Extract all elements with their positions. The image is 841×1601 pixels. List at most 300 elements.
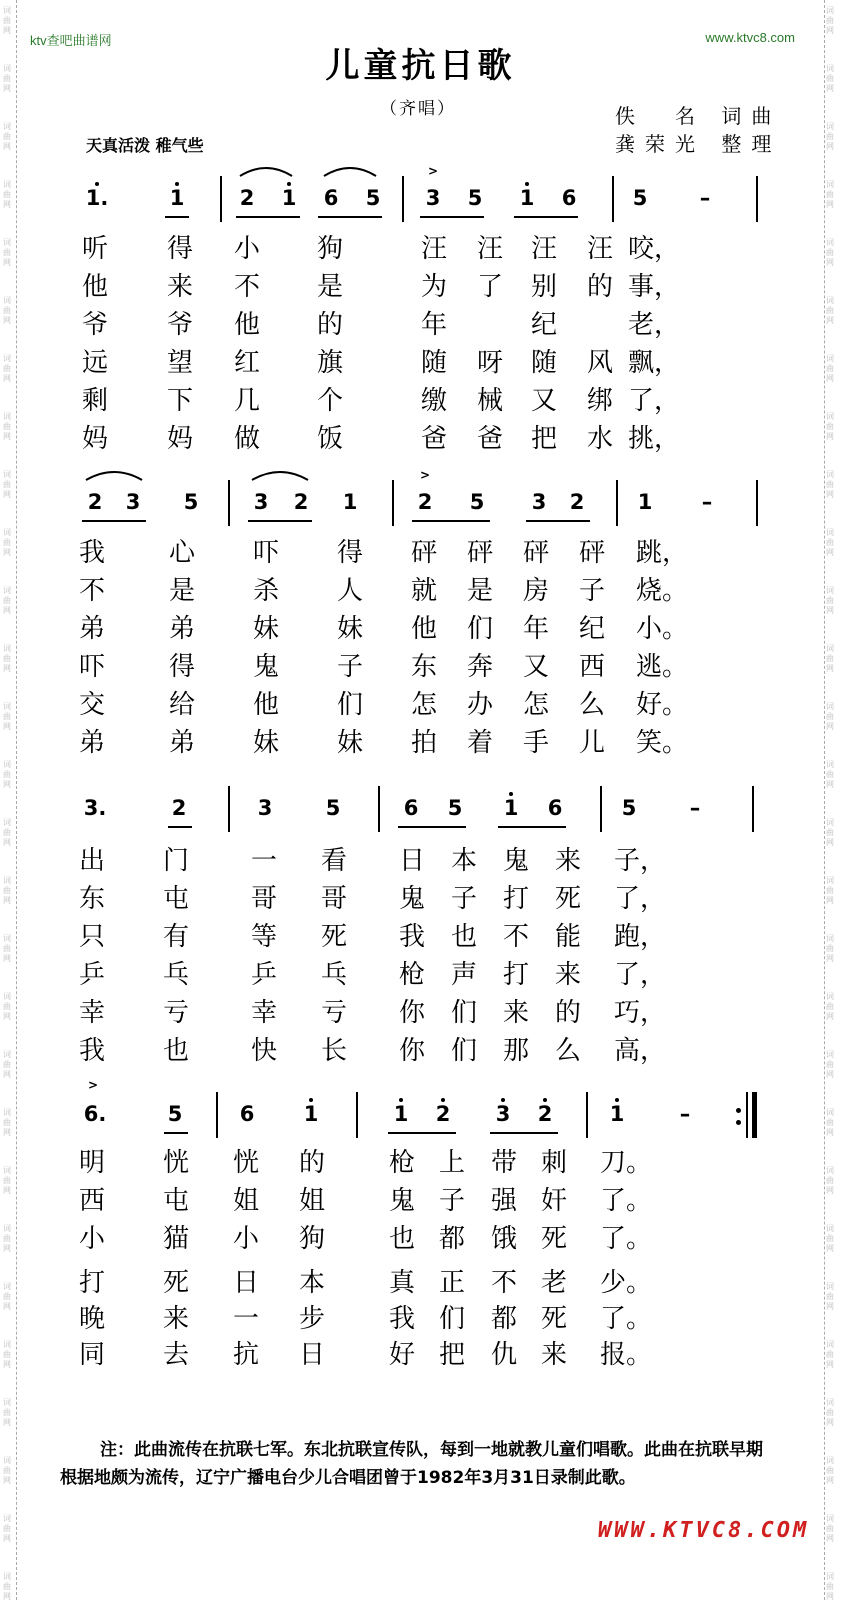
watermark-glyph: 网 — [3, 1128, 11, 1137]
watermark-glyph: 网 — [3, 954, 11, 963]
note: 2 — [239, 186, 255, 210]
watermark-glyph: 曲 — [3, 1466, 11, 1475]
watermark-glyph: 曲 — [826, 132, 834, 141]
watermark-glyph: 词 — [826, 1282, 834, 1291]
repeat-dot — [736, 1120, 741, 1125]
watermark-glyph: 曲 — [826, 1176, 834, 1185]
watermark-glyph: 词 — [826, 702, 834, 711]
watermark-glyph: 词 — [826, 122, 834, 131]
high-dot — [399, 1098, 403, 1102]
watermark-glyph: 网 — [3, 316, 11, 325]
note: 2 — [435, 1102, 451, 1126]
watermark-glyph: 曲 — [826, 654, 834, 663]
watermark-glyph: 曲 — [3, 16, 11, 25]
watermark-glyph: 网 — [826, 490, 834, 499]
watermark-glyph: 曲 — [3, 1060, 11, 1069]
watermark-glyph: 曲 — [3, 1118, 11, 1127]
watermark-glyph: 词 — [826, 1340, 834, 1349]
watermark-glyph: 词 — [3, 470, 11, 479]
note: 3 — [495, 1102, 511, 1126]
site-url-right[interactable]: www.ktvc8.com — [705, 30, 795, 45]
watermark-glyph: 词 — [3, 1398, 11, 1407]
lyric-line: 同 去 抗 日 好 把 仇 来 报。 — [78, 1340, 653, 1370]
watermark-glyph: 网 — [3, 722, 11, 731]
underline — [498, 826, 566, 828]
note: 6 — [403, 796, 419, 820]
watermark-glyph: 曲 — [826, 190, 834, 199]
watermark-glyph: 词 — [826, 818, 834, 827]
watermark-glyph: 网 — [826, 316, 834, 325]
watermark-glyph: 网 — [3, 780, 11, 789]
arranger-credit: 龚荣光 整理 — [615, 132, 782, 156]
watermark-glyph: 曲 — [3, 1234, 11, 1243]
watermark-glyph: 词 — [826, 876, 834, 885]
watermark-glyph: 曲 — [826, 480, 834, 489]
underline — [165, 216, 189, 218]
note: 2 — [293, 490, 309, 514]
watermark-glyph: 词 — [826, 760, 834, 769]
note: 1 — [609, 1102, 625, 1126]
note: 1 — [169, 186, 185, 210]
watermark-glyph: 曲 — [3, 1176, 11, 1185]
watermark-glyph: 词 — [3, 1224, 11, 1233]
barline — [756, 176, 758, 222]
watermark-glyph: 词 — [3, 818, 11, 827]
note: 2 — [569, 490, 585, 514]
watermark-glyph: 词 — [826, 1456, 834, 1465]
high-dot — [615, 1098, 619, 1102]
lyric-line: 不 是 杀 人 就 是 房 子 烧。 — [78, 576, 689, 606]
watermark-glyph: 网 — [826, 548, 834, 557]
tie-slur — [84, 468, 144, 482]
watermark-glyph: 词 — [826, 1572, 834, 1581]
lyric-line: 只 有 等 死 我 也 不 能 跑， — [78, 922, 667, 952]
watermark-glyph: 词 — [826, 470, 834, 479]
watermark-glyph: 网 — [826, 84, 834, 93]
barline — [392, 480, 394, 526]
watermark-glyph: 词 — [3, 702, 11, 711]
note: 5 — [325, 796, 341, 820]
watermark-glyph: 曲 — [3, 1524, 11, 1533]
watermark-glyph: 曲 — [3, 190, 11, 199]
barline — [216, 1092, 218, 1138]
watermark-glyph: 曲 — [3, 770, 11, 779]
watermark-glyph: 网 — [826, 374, 834, 383]
lyric-line: 交 给 他 们 怎 办 怎 么 好。 — [78, 690, 689, 720]
high-dot — [509, 792, 513, 796]
note: – — [701, 490, 713, 514]
watermark-glyph: 词 — [3, 992, 11, 1001]
note: 1. — [85, 186, 109, 210]
underline — [168, 826, 192, 828]
watermark-glyph: 网 — [826, 664, 834, 673]
barline — [356, 1092, 358, 1138]
watermark-glyph: 网 — [826, 606, 834, 615]
note: 2 — [417, 490, 433, 514]
lyricist-credit: 佚 名 词曲 — [615, 104, 782, 128]
watermark-glyph: 网 — [826, 838, 834, 847]
watermark-glyph: 网 — [3, 1244, 11, 1253]
underline — [388, 1132, 456, 1134]
watermark-glyph: 词 — [3, 296, 11, 305]
watermark-glyph: 曲 — [3, 1002, 11, 1011]
watermark-glyph: 词 — [3, 1166, 11, 1175]
watermark-glyph: 网 — [3, 1476, 11, 1485]
note: 1 — [393, 1102, 409, 1126]
lyric-line: 幸 亏 幸 亏 你 们 来 的 巧， — [78, 998, 667, 1028]
song-subtitle: （齐唱） — [380, 99, 456, 119]
watermark-glyph: 曲 — [826, 770, 834, 779]
watermark-glyph: 曲 — [826, 1234, 834, 1243]
watermark-glyph: 曲 — [826, 1466, 834, 1475]
lyric-line: 吓 得 鬼 子 东 奔 又 西 逃。 — [78, 652, 689, 682]
watermark-glyph: 网 — [3, 374, 11, 383]
repeat-barline-thick — [752, 1092, 757, 1138]
watermark-glyph: 网 — [826, 1476, 834, 1485]
watermark-glyph: 曲 — [3, 654, 11, 663]
underline — [82, 520, 146, 522]
lyric-line: 我 心 吓 得 砰 砰 砰 砰 跳， — [78, 538, 689, 568]
lyric-line: 听 得 小 狗 汪 汪 汪 汪 咬， — [81, 234, 681, 264]
watermark-glyph: 网 — [3, 200, 11, 209]
notation-row-4 — [0, 1078, 841, 1142]
watermark-glyph: 词 — [826, 238, 834, 247]
watermark-glyph: 网 — [3, 490, 11, 499]
notation-row-3 — [0, 786, 841, 836]
watermark-glyph: 曲 — [3, 248, 11, 257]
watermark-glyph: 网 — [826, 1186, 834, 1195]
accent-mark: > — [428, 164, 439, 178]
note: 2 — [171, 796, 187, 820]
high-dot — [543, 1098, 547, 1102]
watermark-glyph: 曲 — [826, 248, 834, 257]
barline — [616, 480, 618, 526]
watermark-glyph: 词 — [826, 1166, 834, 1175]
watermark-glyph: 网 — [826, 200, 834, 209]
watermark-glyph: 网 — [3, 26, 11, 35]
watermark-glyph: 词 — [826, 644, 834, 653]
high-dot — [175, 182, 179, 186]
watermark-glyph: 网 — [3, 664, 11, 673]
watermark-glyph: 词 — [826, 296, 834, 305]
note: 6. — [83, 1102, 107, 1126]
watermark-glyph: 曲 — [3, 1408, 11, 1417]
watermark-glyph: 网 — [826, 1534, 834, 1543]
watermark-glyph: 网 — [3, 142, 11, 151]
note: 6 — [239, 1102, 255, 1126]
underline — [318, 216, 382, 218]
notation-row-1 — [0, 164, 841, 226]
high-dot — [441, 1098, 445, 1102]
lyric-line: 晚 来 一 步 我 们 都 死 了。 — [78, 1304, 653, 1334]
barline — [600, 786, 602, 832]
annotation-note: 注：此曲流传在抗联七军。东北抗联宣传队，每到一地就教儿童们唱歌。此曲在抗联早期根据地颇为流传，辽宁广播电台少儿合唱团曾于1982年3月31日录制此歌。 — [60, 1440, 763, 1488]
watermark-glyph: 曲 — [826, 1060, 834, 1069]
watermark-glyph: 网 — [826, 1244, 834, 1253]
lyric-line: 妈 妈 做 饭 爸 爸 把 水 挑， — [81, 424, 681, 454]
note: 3. — [83, 796, 107, 820]
watermark-glyph: 词 — [3, 6, 11, 15]
note: 1 — [342, 490, 358, 514]
watermark-glyph: 曲 — [3, 74, 11, 83]
watermark-glyph: 网 — [826, 1012, 834, 1021]
underline — [236, 216, 300, 218]
barline — [402, 176, 404, 222]
barline — [586, 1092, 588, 1138]
underline — [412, 520, 490, 522]
barline — [228, 786, 230, 832]
watermark-glyph: 词 — [3, 180, 11, 189]
watermark-glyph: 曲 — [826, 1118, 834, 1127]
lyric-line: 小 猫 小 狗 也 都 饿 死 了。 — [78, 1224, 653, 1254]
watermark-glyph: 曲 — [3, 364, 11, 373]
watermark-glyph: 曲 — [826, 364, 834, 373]
underline — [398, 826, 466, 828]
watermark-glyph: 网 — [826, 896, 834, 905]
lyric-line: 爷 爷 他 的 年 纪 老， — [81, 310, 681, 340]
underline — [420, 216, 484, 218]
watermark-glyph: 曲 — [3, 712, 11, 721]
watermark-glyph: 网 — [3, 606, 11, 615]
underline — [248, 520, 312, 522]
watermark-glyph: 网 — [826, 142, 834, 151]
note: – — [689, 796, 701, 820]
watermark-glyph: 词 — [826, 6, 834, 15]
watermark-glyph: 曲 — [826, 422, 834, 431]
lyric-line: 打 死 日 本 真 正 不 老 少。 — [78, 1268, 653, 1298]
watermark-glyph: 曲 — [3, 886, 11, 895]
watermark-glyph: 网 — [3, 1534, 11, 1543]
note: 6 — [561, 186, 577, 210]
footer-site-logo[interactable]: WWW.KTVC8.COM — [598, 1518, 810, 1543]
note: 3 — [257, 796, 273, 820]
lyric-line: 弟 弟 妹 妹 他 们 年 纪 小。 — [78, 614, 689, 644]
watermark-glyph: 曲 — [3, 132, 11, 141]
watermark-glyph: 词 — [3, 644, 11, 653]
note: 5 — [365, 186, 381, 210]
high-dot — [501, 1098, 505, 1102]
watermark-glyph: 网 — [826, 258, 834, 267]
watermark-glyph: 词 — [3, 64, 11, 73]
watermark-glyph: 网 — [826, 1070, 834, 1079]
site-name-left[interactable]: ktv查吧曲谱网 — [30, 33, 112, 48]
watermark-glyph: 曲 — [3, 480, 11, 489]
high-dot — [309, 1098, 313, 1102]
watermark-glyph: 曲 — [826, 712, 834, 721]
lyric-line: 剩 下 几 个 缴 械 又 绑 了， — [81, 386, 681, 416]
watermark-glyph: 曲 — [826, 538, 834, 547]
watermark-glyph: 词 — [826, 1514, 834, 1523]
lyric-line: 东 屯 哥 哥 鬼 子 打 死 了， — [78, 884, 667, 914]
watermark-glyph: 词 — [826, 64, 834, 73]
lyric-line: 远 望 红 旗 随 呀 随 风 飘， — [81, 348, 681, 378]
watermark-glyph: 曲 — [826, 1350, 834, 1359]
watermark-glyph: 词 — [826, 354, 834, 363]
note: 6 — [547, 796, 563, 820]
lyric-line: 他 来 不 是 为 了 别 的 事， — [81, 272, 681, 302]
watermark-glyph: 网 — [3, 84, 11, 93]
watermark-glyph: 曲 — [3, 306, 11, 315]
watermark-glyph: 词 — [3, 1456, 11, 1465]
watermark-glyph: 曲 — [826, 828, 834, 837]
note: – — [699, 186, 711, 210]
watermark-glyph: 曲 — [826, 306, 834, 315]
watermark-glyph: 曲 — [826, 1292, 834, 1301]
watermark-glyph: 词 — [3, 1282, 11, 1291]
note: 1 — [637, 490, 653, 514]
lyric-line: 出 门 一 看 日 本 鬼 来 子， — [78, 846, 667, 876]
barline — [378, 786, 380, 832]
tie-slur — [250, 468, 310, 482]
watermark-glyph: 曲 — [826, 1524, 834, 1533]
watermark-glyph: 网 — [3, 1186, 11, 1195]
watermark-glyph: 曲 — [3, 1582, 11, 1591]
watermark-glyph: 曲 — [826, 944, 834, 953]
barline — [756, 480, 758, 526]
watermark-glyph: 曲 — [826, 1002, 834, 1011]
note: 1 — [519, 186, 535, 210]
lyric-line: 乒 乓 乒 乓 枪 声 打 来 了， — [78, 960, 667, 990]
watermark-glyph: 曲 — [826, 74, 834, 83]
watermark-glyph: 词 — [3, 876, 11, 885]
watermark-glyph: 网 — [3, 1360, 11, 1369]
note: 5 — [167, 1102, 183, 1126]
underline — [490, 1132, 558, 1134]
note: 5 — [467, 186, 483, 210]
watermark-glyph: 网 — [826, 26, 834, 35]
underline — [514, 216, 578, 218]
note: 3 — [125, 490, 141, 514]
watermark-glyph: 网 — [826, 1360, 834, 1369]
watermark-glyph: 曲 — [3, 1292, 11, 1301]
watermark-glyph: 词 — [3, 1514, 11, 1523]
note: 2 — [537, 1102, 553, 1126]
watermark-glyph: 网 — [3, 1302, 11, 1311]
note: 2 — [87, 490, 103, 514]
watermark-glyph: 曲 — [3, 422, 11, 431]
watermark-glyph: 网 — [3, 432, 11, 441]
watermark-glyph: 网 — [3, 838, 11, 847]
watermark-glyph: 曲 — [3, 538, 11, 547]
watermark-glyph: 网 — [3, 1418, 11, 1427]
watermark-glyph: 曲 — [826, 1408, 834, 1417]
watermark-glyph: 曲 — [3, 944, 11, 953]
lyric-line: 西 屯 姐 姐 鬼 子 强 奸 了。 — [78, 1186, 653, 1216]
note: – — [679, 1102, 691, 1126]
watermark-glyph: 词 — [826, 934, 834, 943]
watermark-glyph: 词 — [826, 1108, 834, 1117]
watermark-glyph: 词 — [826, 992, 834, 1001]
repeat-dot — [736, 1108, 741, 1113]
watermark-glyph: 曲 — [826, 886, 834, 895]
repeat-barline-thin — [746, 1092, 748, 1138]
watermark-glyph: 网 — [826, 954, 834, 963]
high-dot — [525, 182, 529, 186]
note: 5 — [621, 796, 637, 820]
watermark-glyph: 词 — [3, 412, 11, 421]
lyric-line: 我 也 快 长 你 们 那 么 高， — [78, 1036, 667, 1066]
watermark-glyph: 曲 — [3, 596, 11, 605]
note: 5 — [447, 796, 463, 820]
watermark-glyph: 网 — [826, 432, 834, 441]
watermark-glyph: 网 — [3, 258, 11, 267]
watermark-glyph: 网 — [826, 1302, 834, 1311]
high-dot — [287, 182, 291, 186]
lyric-line: 明 恍 恍 的 枪 上 带 刺 刀。 — [78, 1148, 653, 1178]
watermark-glyph: 词 — [826, 528, 834, 537]
song-title: 儿童抗日歌 — [325, 46, 516, 86]
watermark-glyph: 网 — [826, 722, 834, 731]
tie-slur — [238, 164, 294, 178]
watermark-glyph: 词 — [826, 412, 834, 421]
watermark-glyph: 词 — [3, 1572, 11, 1581]
note: 3 — [425, 186, 441, 210]
accent-mark: > — [420, 468, 431, 482]
watermark-glyph: 曲 — [3, 1350, 11, 1359]
watermark-glyph: 网 — [826, 1128, 834, 1137]
watermark-glyph: 词 — [3, 122, 11, 131]
note: 1 — [303, 1102, 319, 1126]
watermark-glyph: 曲 — [826, 1582, 834, 1591]
barline — [220, 176, 222, 222]
lyric-line: 弟 弟 妹 妹 拍 着 手 儿 笑。 — [78, 728, 689, 758]
barline — [612, 176, 614, 222]
note: 5 — [632, 186, 648, 210]
watermark-glyph: 词 — [826, 586, 834, 595]
watermark-glyph: 词 — [3, 586, 11, 595]
watermark-glyph: 词 — [826, 1050, 834, 1059]
barline — [752, 786, 754, 832]
note: 5 — [183, 490, 199, 514]
watermark-glyph: 词 — [3, 354, 11, 363]
watermark-glyph: 词 — [826, 1224, 834, 1233]
watermark-glyph: 网 — [826, 780, 834, 789]
watermark-glyph: 词 — [3, 528, 11, 537]
watermark-glyph: 网 — [826, 1418, 834, 1427]
note: 1 — [503, 796, 519, 820]
watermark-glyph: 词 — [3, 934, 11, 943]
watermark-glyph: 曲 — [826, 16, 834, 25]
watermark-glyph: 词 — [826, 1398, 834, 1407]
high-dot — [95, 182, 99, 186]
note: 3 — [531, 490, 547, 514]
note: 1 — [281, 186, 297, 210]
watermark-glyph: 词 — [3, 760, 11, 769]
underline — [164, 1132, 188, 1134]
watermark-glyph: 曲 — [826, 596, 834, 605]
watermark-glyph: 词 — [3, 1340, 11, 1349]
notation-row-2 — [0, 468, 841, 530]
note: 3 — [253, 490, 269, 514]
watermark-glyph: 网 — [3, 896, 11, 905]
watermark-glyph: 词 — [826, 180, 834, 189]
watermark-glyph: 词 — [3, 238, 11, 247]
watermark-glyph: 网 — [3, 1070, 11, 1079]
watermark-glyph: 网 — [3, 1592, 11, 1601]
watermark-glyph: 网 — [826, 1592, 834, 1601]
watermark-glyph: 网 — [3, 1012, 11, 1021]
watermark-glyph: 网 — [3, 548, 11, 557]
tie-slur — [322, 164, 378, 178]
tempo-marking: 天真活泼 稚气些 — [86, 136, 204, 155]
underline — [526, 520, 590, 522]
watermark-glyph: 词 — [3, 1050, 11, 1059]
accent-mark: > — [88, 1078, 99, 1092]
watermark-glyph: 词 — [3, 1108, 11, 1117]
note: 6 — [323, 186, 339, 210]
watermark-glyph: 曲 — [3, 828, 11, 837]
barline — [228, 480, 230, 526]
